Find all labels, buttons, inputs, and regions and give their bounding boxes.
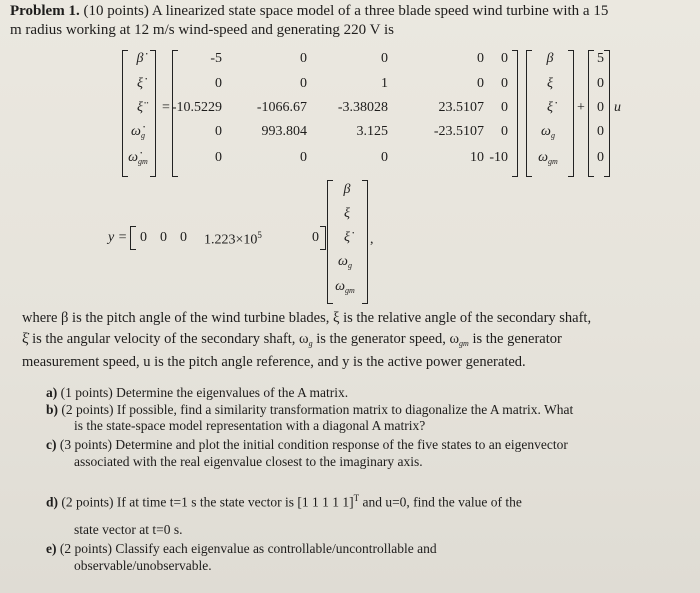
question-b-cont: is the state-space model representation with a diagonal A matrix? [74, 418, 426, 433]
xdot-entry: ξ̇ [137, 76, 143, 91]
question-c: c) (3 points) Determine and plot the initial condition response of the five states to an eigenvector [46, 437, 568, 452]
problem-points: (10 points) [83, 3, 149, 19]
question-e: e) (2 points) Classify each eigenvalue as controllable/uncontrollable and [46, 541, 437, 556]
x-entry: ξ̇ [344, 230, 350, 245]
question-c-cont: associated with the real eigenvalue closest to the imaginary axis. [74, 454, 423, 469]
a-matrix-cell: 0 [300, 51, 307, 66]
a-matrix-cell: -5 [210, 51, 222, 66]
a-matrix-cell: -1066.67 [256, 100, 307, 115]
description-line3: measurement speed, u is the pitch angle reference, and y is the active power generated. [22, 354, 526, 370]
input-symbol: u [614, 100, 621, 115]
a-matrix-cell: 0 [501, 124, 508, 139]
question-a: a) (1 points) Determine the eigenvalues of the A matrix. [46, 385, 349, 400]
a-matrix-cell: 0 [501, 100, 508, 115]
x-entry: ξ [547, 76, 553, 91]
a-matrix-cell: 0 [300, 76, 307, 91]
a-matrix-cell: -10 [489, 150, 508, 165]
question-b: b) (2 points) If possible, find a similarity transformation matrix to diagonalize the A matrix. What [46, 402, 574, 417]
a-matrix-cell: 3.125 [356, 124, 388, 139]
equals-sign: = [162, 100, 170, 115]
question-e-cont: observable/unobservable. [74, 558, 212, 573]
a-matrix-cell: 0 [381, 150, 388, 165]
xdot-entry: β̇ [136, 51, 144, 66]
description-line1: where β is the pitch angle of the wind turbine blades, ξ is the relative angle of the secondary shaft, [22, 310, 592, 326]
plus-sign: + [577, 100, 585, 115]
bracket [568, 50, 574, 177]
a-matrix-cell: 1 [381, 76, 388, 91]
b-entry: 5 [597, 51, 604, 66]
b-entry: 0 [597, 76, 604, 91]
bracket [526, 50, 532, 177]
a-matrix-cell: 0 [477, 51, 484, 66]
x-entry: $\omega_g$ [541, 124, 555, 140]
xdot-entry: ξ̈ [137, 100, 143, 115]
x-entry: β [343, 182, 351, 197]
a-matrix-cell: 0 [501, 51, 508, 66]
a-matrix-cell: 0 [501, 76, 508, 91]
c-entry: 0 [160, 230, 167, 245]
trailing-comma: , [370, 232, 374, 247]
bracket [130, 226, 136, 250]
a-matrix-cell: -3.38028 [337, 100, 388, 115]
bracket [320, 226, 326, 250]
a-matrix-cell: 993.804 [261, 124, 307, 139]
x-entry: ξ̇ [547, 100, 553, 115]
bracket [512, 50, 518, 177]
b-entry: 0 [597, 150, 604, 165]
a-matrix-cell: 0 [300, 150, 307, 165]
a-matrix-cell: 0 [215, 76, 222, 91]
output-lhs: y = [108, 230, 128, 245]
a-matrix-cell: 0 [477, 76, 484, 91]
a-matrix-cell: -10.5229 [171, 100, 222, 115]
intro-text-1: A linearized state space model of a three blade speed wind turbine with a 15 [151, 3, 609, 19]
intro-text-2: m radius working at 12 m/s wind-speed and generating 220 V is [10, 22, 394, 38]
a-matrix-cell: 23.5107 [438, 100, 484, 115]
bracket [362, 180, 368, 304]
c-entry: 0 [180, 230, 187, 245]
c-entry: $1.223\times 10^5$ [204, 230, 262, 248]
x-entry: β [546, 51, 554, 66]
a-matrix-cell: 0 [215, 124, 222, 139]
description-line2: ξ̇ is the angular velocity of the secondary shaft, $\omega_g$ is the generator speed, $\omega_{gm}$ is the generator [22, 331, 562, 348]
x-entry: $\omega_{gm}$ [538, 150, 558, 166]
c-entry: 0 [312, 230, 319, 245]
a-matrix-cell: 0 [381, 51, 388, 66]
question-d: d) (2 points) If at time t=1 s the state vector is [1 1 1 1 1]$^T$ and u=0, find the value of the [46, 493, 522, 510]
a-matrix-cell: -23.5107 [433, 124, 484, 139]
xdot-entry: $\omegȧ_{gm}$ [128, 150, 148, 166]
bracket [604, 50, 610, 177]
a-matrix-cell: 0 [215, 150, 222, 165]
question-d-cont: state vector at t=0 s. [74, 522, 183, 537]
c-entry: 0 [140, 230, 147, 245]
a-matrix-cell: 10 [470, 150, 484, 165]
x-entry: $\omega_{gm}$ [335, 279, 355, 295]
x-entry: $\omega_g$ [338, 254, 352, 270]
b-entry: 0 [597, 124, 604, 139]
x-entry: ξ [344, 206, 350, 221]
xdot-entry: $\omegȧ_g$ [131, 124, 145, 140]
b-entry: 0 [597, 100, 604, 115]
problem-intro-line1 [10, 3, 608, 20]
problem-heading: Problem 1. [10, 3, 80, 19]
